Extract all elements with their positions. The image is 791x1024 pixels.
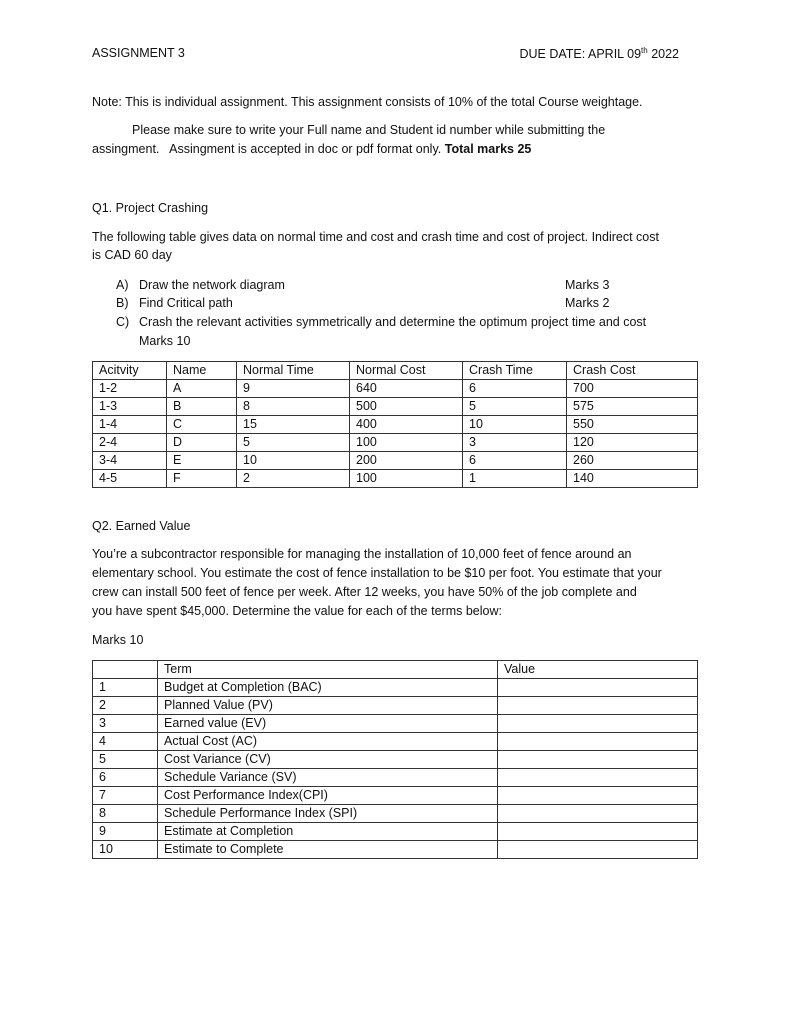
table-row [93, 434, 698, 452]
task-label: A) [116, 278, 129, 292]
crashing-table [92, 361, 698, 488]
table-cell: 1 [93, 679, 158, 697]
q2-paragraph-line: crew can install 500 feet of fence per week. After 12 weeks, you have 50% of the job complete and [92, 585, 637, 599]
total-marks: Total marks 25 [444, 142, 532, 156]
value-cell [498, 841, 698, 859]
column-header: Term [158, 661, 498, 679]
table-row [93, 452, 698, 470]
value-cell [498, 751, 698, 769]
value-cell [498, 805, 698, 823]
table-cell: 15 [237, 416, 350, 434]
task-label: B) [116, 296, 129, 310]
table-cell: Earned value (EV) [158, 715, 498, 733]
table-row [93, 715, 698, 733]
table-cell: 5 [93, 751, 158, 769]
table-cell: 9 [237, 380, 350, 398]
table-cell: Planned Value (PV) [158, 697, 498, 715]
table-cell: Budget at Completion (BAC) [158, 679, 498, 697]
table-cell: 400 [350, 416, 463, 434]
table-row [93, 805, 698, 823]
task-text: Crash the relevant activities symmetrically and determine the optimum project time and cost [139, 315, 647, 329]
due-date-sup: th [641, 46, 648, 55]
task-marks: Marks 3 [565, 278, 610, 292]
table-cell: Estimate to Complete [158, 841, 498, 859]
table-row [93, 398, 698, 416]
task-label: C) [116, 315, 130, 329]
table-cell: 640 [350, 380, 463, 398]
task-text: Draw the network diagram [139, 278, 285, 292]
table-cell: Actual Cost (AC) [158, 733, 498, 751]
table-cell: 575 [567, 398, 698, 416]
table-header-row [93, 362, 698, 380]
table-row [93, 787, 698, 805]
table-row [93, 751, 698, 769]
table-cell: 120 [567, 434, 698, 452]
table-row [93, 841, 698, 859]
table-cell: 2 [93, 697, 158, 715]
value-cell [498, 679, 698, 697]
table-row [93, 470, 698, 488]
table-cell: 100 [350, 470, 463, 488]
column-header [93, 661, 158, 679]
table-cell: D [167, 434, 237, 452]
table-cell: 500 [350, 398, 463, 416]
table-cell: C [167, 416, 237, 434]
task-marks: Marks 10 [139, 334, 191, 348]
earned-value-table [92, 660, 698, 859]
table-cell: 550 [567, 416, 698, 434]
table-cell: 2 [237, 470, 350, 488]
column-header: Crash Time [463, 362, 567, 380]
table-cell: 6 [93, 769, 158, 787]
value-cell [498, 733, 698, 751]
table-cell: 140 [567, 470, 698, 488]
table-cell: 8 [93, 805, 158, 823]
q2-title: Q2. Earned Value [92, 519, 191, 533]
table-row [93, 697, 698, 715]
instructions-line1: Please make sure to write your Full name and Student id number while submitting the [132, 123, 606, 137]
table-cell: Schedule Performance Index (SPI) [158, 805, 498, 823]
table-cell: 1-4 [93, 416, 167, 434]
instructions-line2 [92, 142, 531, 156]
q1-intro-line2: is CAD 60 day [92, 248, 172, 262]
due-date-text: DUE DATE: APRIL 09 [519, 47, 642, 62]
column-header: Value [498, 661, 698, 679]
table-cell: 3-4 [93, 452, 167, 470]
table-cell: Estimate at Completion [158, 823, 498, 841]
value-cell [498, 787, 698, 805]
table-cell: 4-5 [93, 470, 167, 488]
table-cell: 1-3 [93, 398, 167, 416]
table-row [93, 733, 698, 751]
column-header: Normal Time [237, 362, 350, 380]
table-cell: 1 [463, 470, 567, 488]
table-cell: 9 [93, 823, 158, 841]
table-cell: 7 [93, 787, 158, 805]
table-cell: Cost Performance Index(CPI) [158, 787, 498, 805]
table-cell: 5 [463, 398, 567, 416]
q2-paragraph-line: You’re a subcontractor responsible for managing the installation of 10,000 feet of fence around an [92, 547, 632, 561]
q2-paragraph-line: you have spent $45,000. Determine the value for each of the terms below: [92, 604, 502, 618]
table-row [93, 416, 698, 434]
due-date [519, 46, 679, 61]
table-row [93, 769, 698, 787]
table-cell: 10 [237, 452, 350, 470]
column-header: Crash Cost [567, 362, 698, 380]
table-cell: 260 [567, 452, 698, 470]
q1-title: Q1. Project Crashing [92, 201, 209, 215]
due-date-year: 2022 [647, 47, 679, 62]
table-cell: 3 [93, 715, 158, 733]
value-cell [498, 715, 698, 733]
table-cell: 3 [463, 434, 567, 452]
task-marks: Marks 2 [565, 296, 610, 310]
table-cell: 1-2 [93, 380, 167, 398]
table-cell: 700 [567, 380, 698, 398]
table-cell: F [167, 470, 237, 488]
table-cell: 100 [350, 434, 463, 452]
table-cell: B [167, 398, 237, 416]
table-cell: 2-4 [93, 434, 167, 452]
column-header: Acitvity [93, 362, 167, 380]
table-cell: 10 [93, 841, 158, 859]
q2-marks: Marks 10 [92, 633, 144, 647]
q2-paragraph-line: elementary school. You estimate the cost of fence installation to be $10 per foot. You estimate that your [92, 566, 662, 580]
value-cell [498, 697, 698, 715]
table-cell: 10 [463, 416, 567, 434]
table-cell: 6 [463, 380, 567, 398]
q1-intro-line1: The following table gives data on normal time and cost and crash time and cost of project. Indirect cost [92, 230, 659, 244]
table-cell: Schedule Variance (SV) [158, 769, 498, 787]
table-header-row [93, 661, 698, 679]
table-cell: E [167, 452, 237, 470]
table-cell: Cost Variance (CV) [158, 751, 498, 769]
column-header: Normal Cost [350, 362, 463, 380]
table-cell: 8 [237, 398, 350, 416]
table-cell: 6 [463, 452, 567, 470]
instructions-text: assingment. Assingment is accepted in doc or pdf format only. [92, 142, 445, 156]
table-row [93, 679, 698, 697]
task-text: Find Critical path [139, 296, 233, 310]
table-row [93, 380, 698, 398]
table-cell: 200 [350, 452, 463, 470]
table-row [93, 823, 698, 841]
table-cell: 5 [237, 434, 350, 452]
assignment-title: ASSIGNMENT 3 [92, 46, 185, 60]
table-cell: 4 [93, 733, 158, 751]
value-cell [498, 823, 698, 841]
note: Note: This is individual assignment. This assignment consists of 10% of the total Course weightage. [92, 95, 643, 109]
table-cell: A [167, 380, 237, 398]
column-header: Name [167, 362, 237, 380]
value-cell [498, 769, 698, 787]
